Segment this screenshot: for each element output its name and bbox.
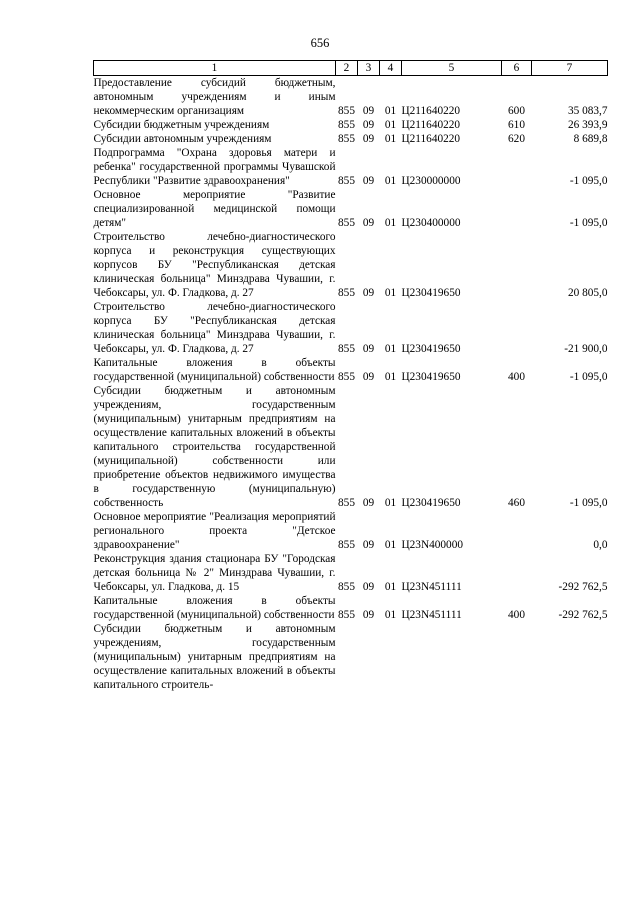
table-row <box>94 356 608 384</box>
code-section: 09 <box>362 343 375 355</box>
code-target: Ц230419650 <box>401 497 461 509</box>
column-header-1: 1 <box>94 61 336 76</box>
amount: -1 095,0 <box>569 217 608 229</box>
row-name: Строительство лечебно-диагностического корпуса и реконструкция существующих корпусов БУ "Республиканская детская клиническая больница" Минздрава Чувашии, г. Чебоксары, ул. Ф. Гладкова, д. 27 <box>93 231 336 299</box>
row-name: Строительство лечебно-диагностического корпуса БУ "Республиканская детская клиническая больница" Минздрава Чувашии, г. Чебоксары, ул. Ф. Гладкова, д. 27 <box>93 301 336 355</box>
amount: -292 762,5 <box>558 581 608 593</box>
code-ministry: 855 <box>338 371 355 383</box>
code-subsection: 01 <box>384 371 397 383</box>
code-section: 09 <box>362 175 375 187</box>
code-expense-type <box>502 300 532 356</box>
table-header-row <box>94 61 608 76</box>
table-row <box>94 384 608 510</box>
code-target: Ц211640220 <box>401 105 461 117</box>
page-number: 656 <box>310 36 330 50</box>
code-target: Ц230419650 <box>401 287 461 299</box>
row-name: Субсидии бюджетным учреждениям <box>93 119 270 131</box>
table-row <box>94 594 608 622</box>
code-expense-type: 600 <box>508 105 525 117</box>
code-subsection: 01 <box>384 175 397 187</box>
table-row <box>94 118 608 132</box>
code-subsection: 01 <box>384 119 397 131</box>
code-target: Ц23N451111 <box>401 581 462 593</box>
code-subsection: 01 <box>384 497 397 509</box>
amount: 26 393,9 <box>567 119 608 131</box>
code-subsection: 01 <box>384 343 397 355</box>
code-ministry: 855 <box>338 609 355 621</box>
code-ministry: 855 <box>338 133 355 145</box>
code-section: 09 <box>362 539 375 551</box>
column-header-2: 2 <box>336 61 358 76</box>
code-section: 09 <box>362 105 375 117</box>
code-target: Ц230000000 <box>401 175 461 187</box>
table-body <box>94 76 608 693</box>
code-section: 09 <box>362 217 375 229</box>
amount: -1 095,0 <box>569 497 608 509</box>
column-header-5: 5 <box>402 61 502 76</box>
table-row <box>94 230 608 300</box>
row-name: Основное мероприятие "Реализация мероприятий регионального проекта "Детское здравоохранение" <box>93 511 336 551</box>
code-subsection: 01 <box>384 217 397 229</box>
table-row <box>94 76 608 119</box>
budget-table <box>93 60 608 692</box>
code-expense-type: 620 <box>508 133 525 145</box>
row-name: Основное мероприятие "Развитие специализированной медицинской помощи детям" <box>93 189 336 229</box>
row-name: Реконструкция здания стационара БУ "Городская детская больница № 2" Минздрава Чувашии, г. Чебоксары, ул. Гладкова, д. 15 <box>93 553 336 593</box>
code-expense-type <box>502 510 532 552</box>
code-expense-type <box>502 230 532 300</box>
code-subsection: 01 <box>384 287 397 299</box>
column-header-3: 3 <box>358 61 380 76</box>
code-ministry: 855 <box>338 287 355 299</box>
amount: -1 095,0 <box>569 371 608 383</box>
code-section: 09 <box>362 371 375 383</box>
code-expense-type <box>502 188 532 230</box>
code-ministry: 855 <box>338 119 355 131</box>
table-row <box>94 188 608 230</box>
code-ministry: 855 <box>338 217 355 229</box>
code-section: 09 <box>362 119 375 131</box>
code-target: Ц211640220 <box>401 133 461 145</box>
table-row <box>94 510 608 552</box>
code-subsection: 01 <box>384 609 397 621</box>
table-row <box>94 622 608 692</box>
amount: -292 762,5 <box>558 609 608 621</box>
code-ministry: 855 <box>338 581 355 593</box>
code-expense-type: 460 <box>508 497 525 509</box>
table-row <box>94 300 608 356</box>
code-expense-type <box>502 146 532 188</box>
code-subsection: 01 <box>384 539 397 551</box>
code-ministry: 855 <box>338 497 355 509</box>
code-expense-type: 610 <box>508 119 525 131</box>
code-target: Ц230419650 <box>401 343 461 355</box>
code-ministry <box>336 622 358 692</box>
amount: 20 805,0 <box>567 287 608 299</box>
code-subsection <box>380 622 402 692</box>
code-expense-type <box>502 552 532 594</box>
table-row <box>94 146 608 188</box>
amount: 8 689,8 <box>573 133 608 145</box>
amount: 0,0 <box>593 539 608 551</box>
code-target <box>402 622 502 692</box>
table-row <box>94 132 608 146</box>
code-ministry: 855 <box>338 343 355 355</box>
code-section: 09 <box>362 133 375 145</box>
row-name: Капитальные вложения в объекты государственной (муниципальной) собственности <box>93 357 336 383</box>
amount: -21 900,0 <box>564 343 608 355</box>
row-name: Предоставление субсидий бюджетным, автономным учреждениям и иным некоммерческим организациям <box>93 77 336 117</box>
code-section <box>358 622 380 692</box>
code-target: Ц230400000 <box>401 217 461 229</box>
row-name: Субсидии автономным учреждениям <box>93 133 272 145</box>
code-section: 09 <box>362 581 375 593</box>
code-target: Ц211640220 <box>401 119 461 131</box>
code-section: 09 <box>362 497 375 509</box>
code-expense-type: 400 <box>508 371 525 383</box>
table-row <box>94 552 608 594</box>
code-subsection: 01 <box>384 581 397 593</box>
code-target: Ц23N451111 <box>401 609 462 621</box>
row-name: Капитальные вложения в объекты государственной (муниципальной) собственности <box>93 595 336 621</box>
code-ministry: 855 <box>338 175 355 187</box>
row-name: Субсидии бюджетным и автономным учреждениям, государственным (муниципальным) унитарным предприятиям на осуществление капитальных вложений в объекты капитального строитель- <box>93 623 336 691</box>
row-name: Подпрограмма "Охрана здоровья матери и ребенка" государственной программы Чувашской Республики "Развитие здравоохранения" <box>93 147 336 187</box>
code-ministry: 855 <box>338 105 355 117</box>
code-ministry: 855 <box>338 539 355 551</box>
code-section: 09 <box>362 287 375 299</box>
amount: -1 095,0 <box>569 175 608 187</box>
code-expense-type <box>502 622 532 692</box>
code-expense-type: 400 <box>508 609 525 621</box>
row-name: Субсидии бюджетным и автономным учреждениям, государственным (муниципальным) унитарным предприятиям на осуществление капитальных вложений в объекты капитального строительства государственной (муниципальной) собственности или приобретение объектов недвижимого имущества в государственную (муниципальную) собственность <box>93 385 336 509</box>
code-target: Ц230419650 <box>401 371 461 383</box>
code-subsection: 01 <box>384 133 397 145</box>
code-target: Ц23N400000 <box>401 539 464 551</box>
amount <box>532 622 608 692</box>
column-header-4: 4 <box>380 61 402 76</box>
code-section: 09 <box>362 609 375 621</box>
amount: 35 083,7 <box>567 105 608 117</box>
column-header-6: 6 <box>502 61 532 76</box>
code-subsection: 01 <box>384 105 397 117</box>
column-header-7: 7 <box>532 61 608 76</box>
